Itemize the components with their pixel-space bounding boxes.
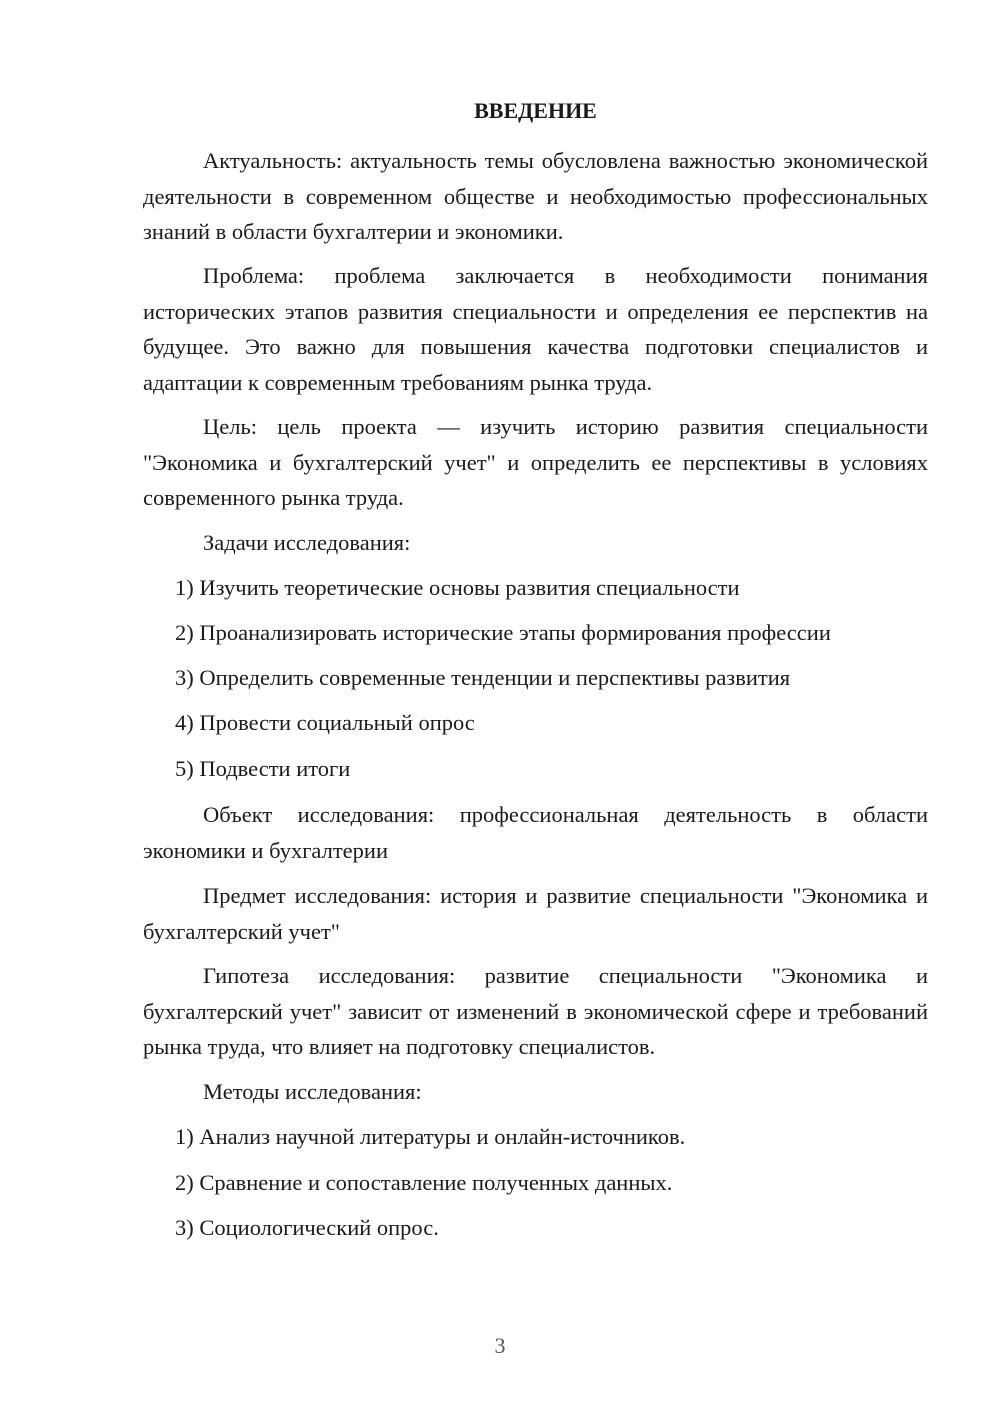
tasks-heading: Задачи исследования: [203, 530, 411, 555]
hypothesis-paragraph: Гипотеза исследования: развитие специальности "Экономика и бухгалтерский учет" зависит от изменений в экономической сфере и требований рынка труда, что влияет на подготовку специалистов. [143, 963, 928, 1060]
page-number: 3 [494, 1333, 506, 1358]
task-item: 4) Провести социальный опрос [175, 710, 475, 735]
section-title: ВВЕДЕНИЕ [474, 98, 597, 123]
method-item: 3) Социологический опрос. [175, 1215, 439, 1240]
task-item: 1) Изучить теоретические основы развития специальности [175, 575, 740, 600]
methods-heading: Методы исследования: [203, 1079, 422, 1104]
problem-paragraph: Проблема: проблема заключается в необходимости понимания исторических этапов развития специальности и определения ее перспектив на будущее. Это важно для повышения качества подготовки специалистов и адаптации к современным требованиям рынка труда. [143, 263, 928, 395]
relevance-paragraph: Актуальность: актуальность темы обусловлена важностью экономической деятельности в современном обществе и необходимостью профессиональных знаний в области бухгалтерии и экономики. [143, 148, 928, 245]
object-paragraph: Объект исследования: профессиональная деятельность в области экономики и бухгалтерии [143, 802, 928, 863]
task-item: 5) Подвести итоги [175, 756, 351, 781]
goal-paragraph: Цель: цель проекта — изучить историю развития специальности "Экономика и бухгалтерский учет" и определить ее перспективы в условиях современного рынка труда. [143, 414, 928, 511]
subject-paragraph: Предмет исследования: история и развитие специальности "Экономика и бухгалтерский учет" [143, 883, 928, 944]
task-item: 2) Проанализировать исторические этапы формирования профессии [175, 620, 831, 645]
task-item: 3) Определить современные тенденции и перспективы развития [175, 665, 791, 690]
method-item: 1) Анализ научной литературы и онлайн-источников. [175, 1124, 686, 1149]
method-item: 2) Сравнение и сопоставление полученных данных. [175, 1170, 673, 1195]
